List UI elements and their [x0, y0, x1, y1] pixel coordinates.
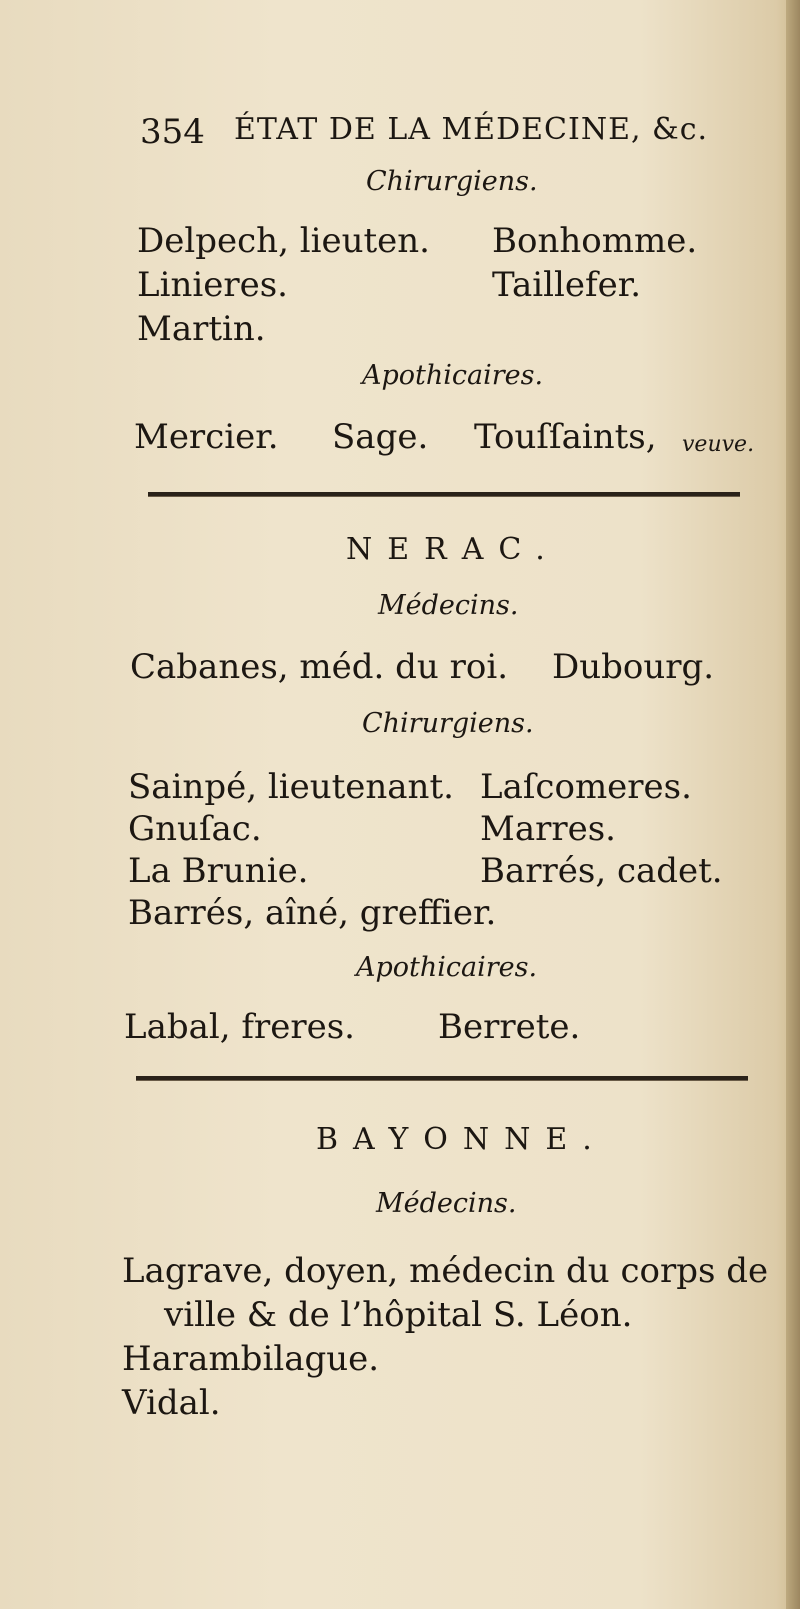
list-item: Laſcomeres.	[480, 767, 692, 807]
list-item: Gnuſac.	[128, 809, 262, 849]
list-item: Berrete.	[438, 1007, 581, 1047]
list-item: Sage.	[332, 417, 429, 457]
list-item: Martin.	[137, 309, 266, 349]
city-heading-bayonne: BAYONNE.	[316, 1122, 607, 1157]
list-item: Harambilague.	[122, 1339, 380, 1379]
section-divider	[148, 492, 740, 497]
list-item: Delpech, lieuten.	[137, 221, 430, 261]
section-heading-apothicaires: Apothicaires.	[356, 952, 538, 983]
section-heading-apothicaires: Apothicaires.	[362, 360, 544, 391]
list-item: Marres.	[480, 809, 616, 849]
list-item: Dubourg.	[552, 647, 715, 687]
section-divider	[136, 1076, 748, 1081]
city-heading-nerac: NERAC.	[346, 532, 560, 567]
list-item: Barrés, aîné, greffier.	[128, 893, 497, 933]
list-item: Taillefer.	[492, 265, 642, 305]
list-item: Vidal.	[122, 1383, 221, 1423]
page-number: 354	[140, 112, 205, 152]
list-item: Cabanes, méd. du roi.	[130, 647, 509, 687]
list-item: Bonhomme.	[492, 221, 698, 261]
list-item-continuation: ville & de l’hôpital S. Léon.	[164, 1295, 633, 1335]
section-heading-chirurgiens: Chirurgiens.	[362, 708, 534, 739]
list-item-note: veuve.	[682, 432, 755, 457]
list-item: Touſſaints,	[474, 417, 657, 457]
list-item: La Brunie.	[128, 851, 309, 891]
section-heading-chirurgiens: Chirurgiens.	[366, 166, 538, 197]
list-item: Barrés, cadet.	[480, 851, 723, 891]
list-item: Linieres.	[137, 265, 288, 305]
list-item: Sainpé, lieutenant.	[128, 767, 454, 807]
page-edge	[786, 0, 800, 1609]
list-item: Mercier.	[134, 417, 279, 457]
running-title: ÉTAT DE LA MÉDECINE, &c.	[234, 112, 709, 147]
list-item: Lagrave, doyen, médecin du corps de	[122, 1251, 769, 1291]
list-item: Labal, freres.	[124, 1007, 355, 1047]
section-heading-medecins: Médecins.	[376, 1188, 517, 1219]
section-heading-medecins: Médecins.	[378, 590, 519, 621]
